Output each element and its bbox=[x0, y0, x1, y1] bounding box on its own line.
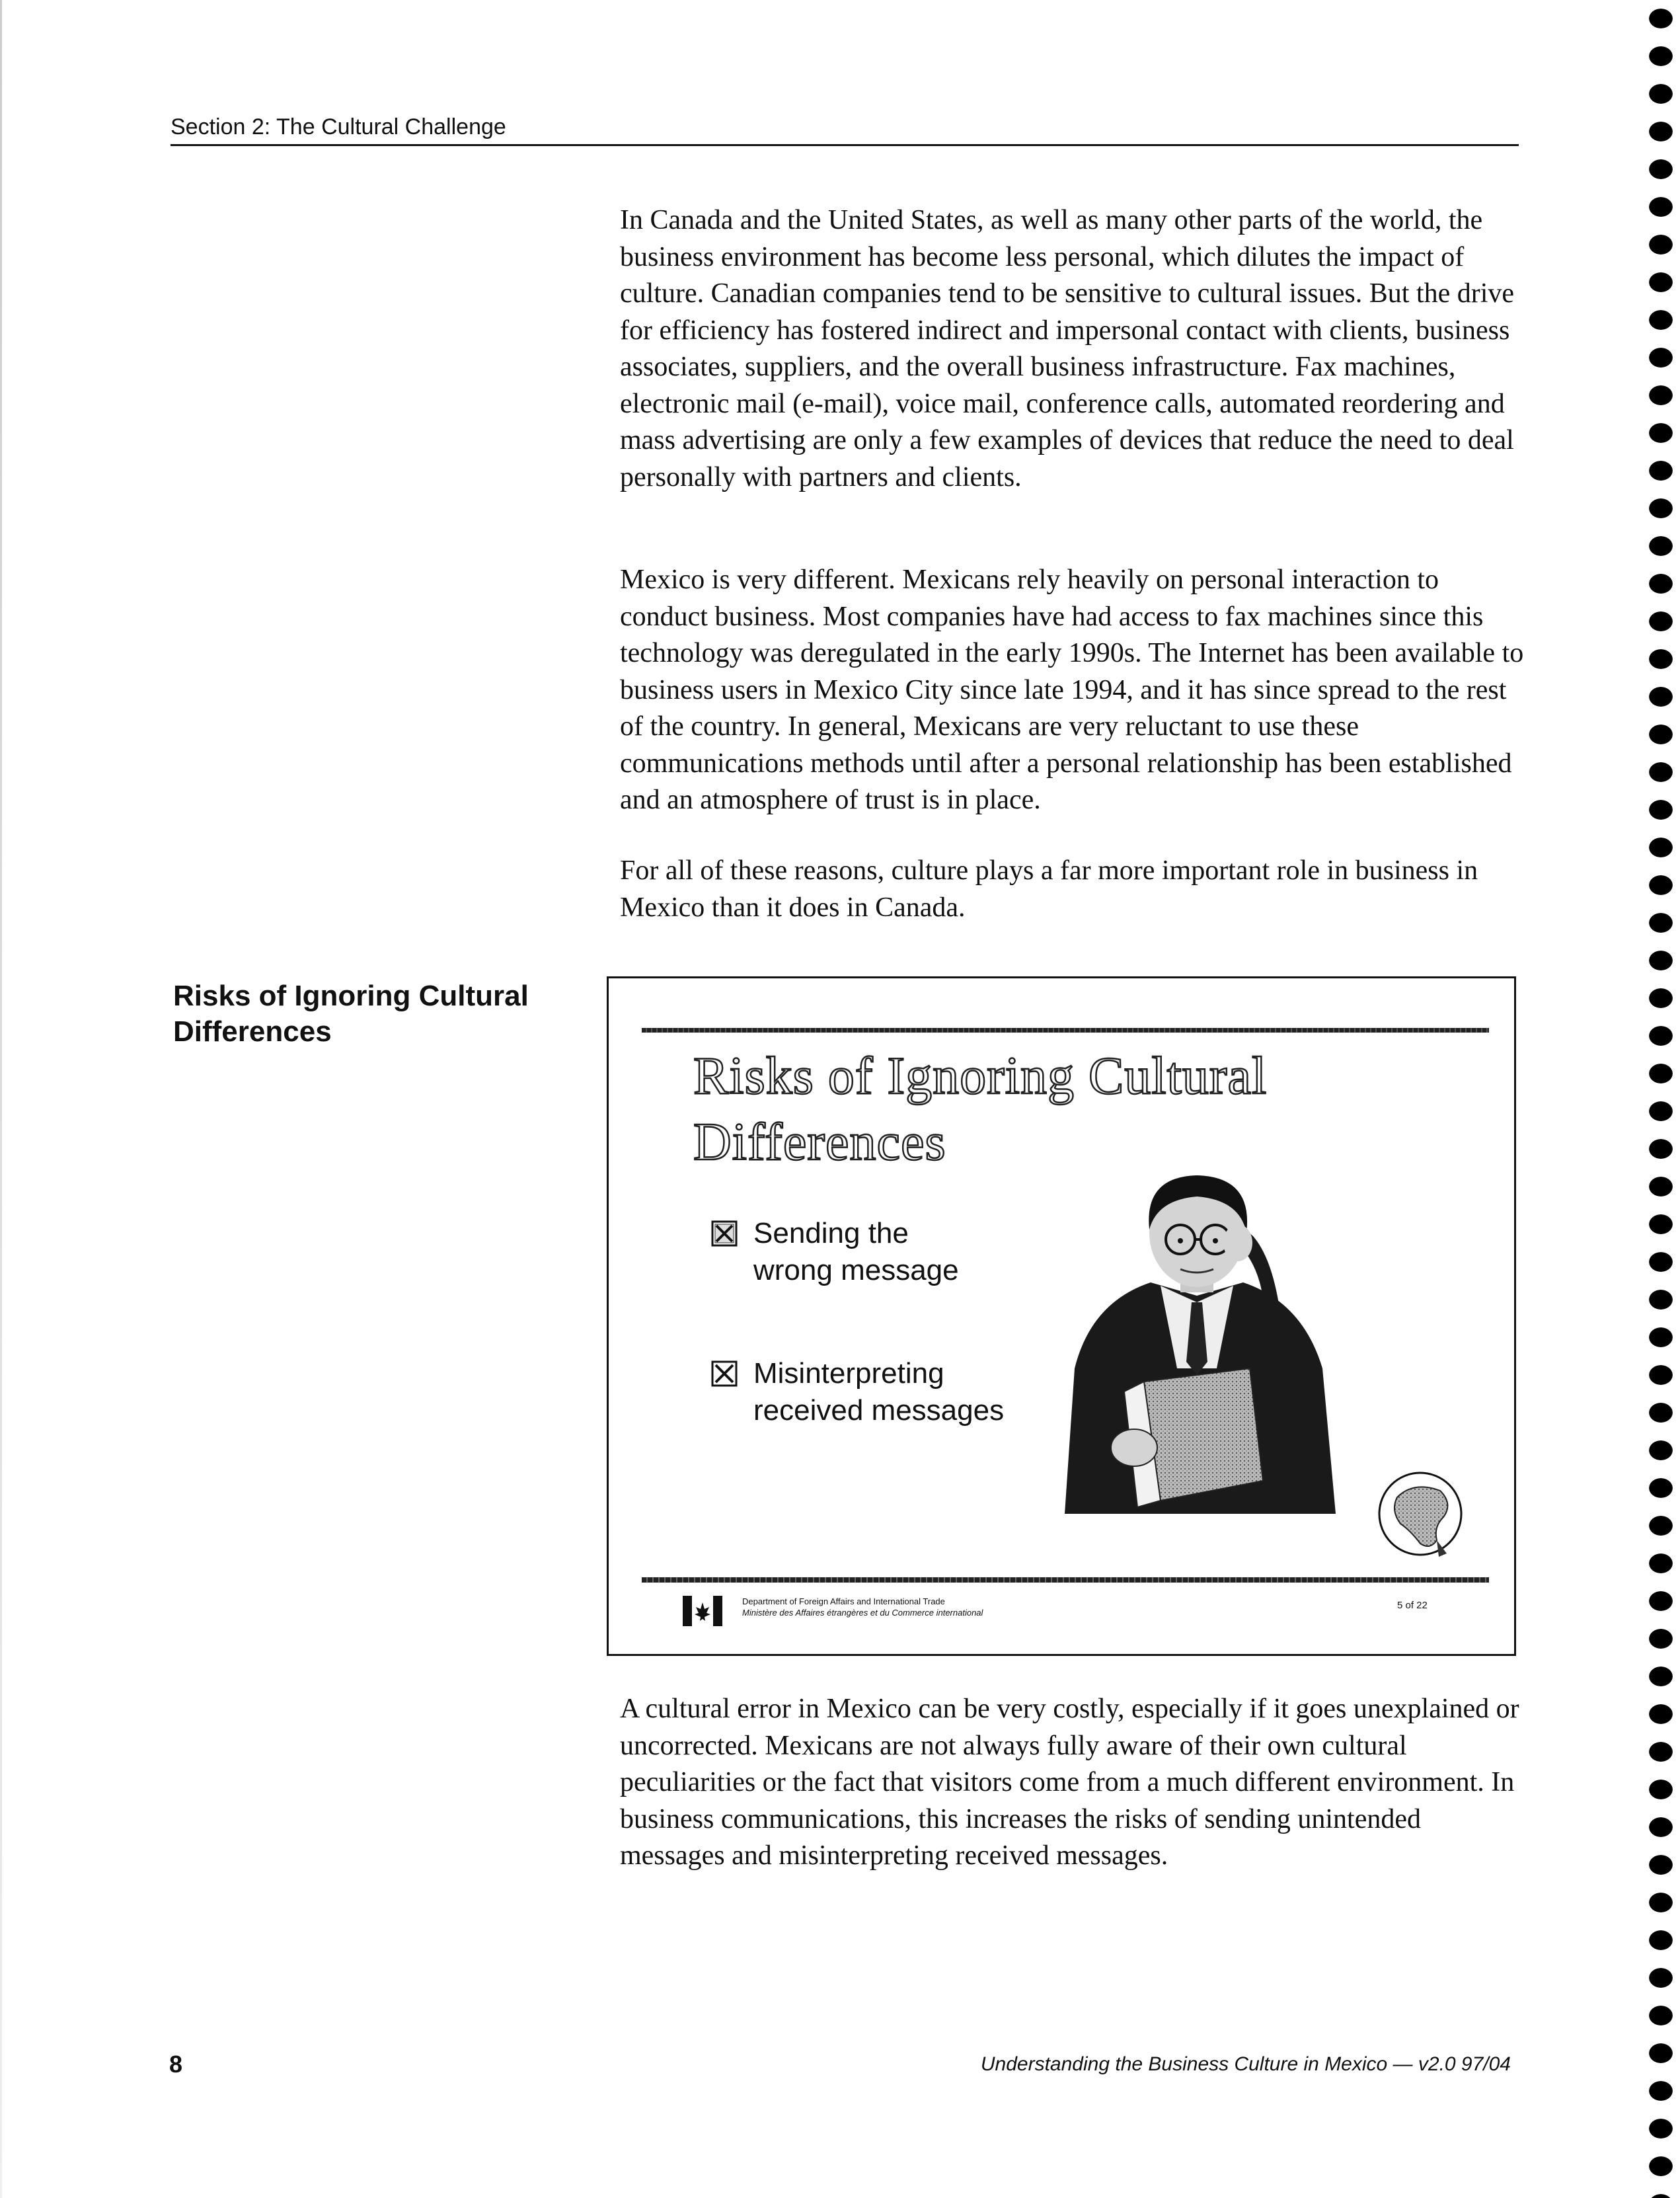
x-box-icon bbox=[711, 1360, 738, 1387]
paragraph-4: A cultural error in Mexico can be very costly, especially if it goes unexplained or uncorrected. Mexicans are not always fully aware of their own cultural peculiarities or the fact that visitors come from a much different environment. In business communications, this increases the risks of sending unintended messages and misinterpreting received messages. bbox=[620, 1694, 1519, 1871]
page-edge bbox=[0, 0, 2, 2198]
globe-icon bbox=[1374, 1464, 1467, 1563]
department-name-fr: Ministère des Affaires étrangères et du Commerce international bbox=[742, 1608, 983, 1618]
embedded-slide bbox=[607, 976, 1516, 1656]
slide-bullet-text: Sending the wrong message bbox=[753, 1217, 959, 1286]
slide-page-indicator: 5 of 22 bbox=[1397, 1600, 1428, 1611]
document-footer-title: Understanding the Business Culture in Mexico — v2.0 97/04 bbox=[980, 2053, 1511, 2075]
slide-bottom-rule bbox=[642, 1577, 1489, 1583]
canada-flag-logo bbox=[683, 1594, 722, 1628]
page-number: 8 bbox=[169, 2051, 183, 2078]
businessman-reading-illustration bbox=[1045, 1170, 1355, 1527]
slide-title: Risks of Ignoring Cultural Differences bbox=[693, 1047, 1268, 1171]
side-heading: Risks of Ignoring Cultural Differences bbox=[173, 980, 529, 1048]
section-header: Section 2: The Cultural Challenge bbox=[171, 114, 506, 139]
header-rule bbox=[171, 144, 1519, 146]
paragraph-2: Mexico is very different. Mexicans rely heavily on personal interaction to conduct business. Most companies have had access to fax machines since this technology was deregulated in the early 1990s. The Internet has been available to business users in Mexico City since late 1994, and it has since spread to the rest of the country. In general, Mexicans are very reluctant to use these communications methods until after a personal relationship has been established and an atmosphere of trust is in place. bbox=[620, 565, 1524, 815]
slide-top-rule bbox=[642, 1028, 1489, 1033]
x-box-icon bbox=[711, 1220, 738, 1247]
department-name-en: Department of Foreign Affairs and International Trade bbox=[742, 1596, 945, 1606]
slide-bullet-text: Misinterpreting received messages bbox=[753, 1357, 1005, 1427]
paragraph-3: For all of these reasons, culture plays a far more important role in business in Mexico than it does in Canada. bbox=[620, 855, 1478, 923]
spiral-binding-holes bbox=[1642, 0, 1680, 2198]
paragraph-1: In Canada and the United States, as well as many other parts of the world, the business environment has become less personal, which dilutes the impact of culture. Canadian companies tend to be sensitive to cultural issues. But the drive for efficiency has fostered indirect and impersonal contact with clients, business associates, suppliers, and the overall business infrastructure. Fax machines, electronic mail (e-mail), voice mail, conference calls, automated reordering and mass advertising are only a few examples of devices that reduce the need to deal personally with partners and clients. bbox=[620, 205, 1515, 492]
